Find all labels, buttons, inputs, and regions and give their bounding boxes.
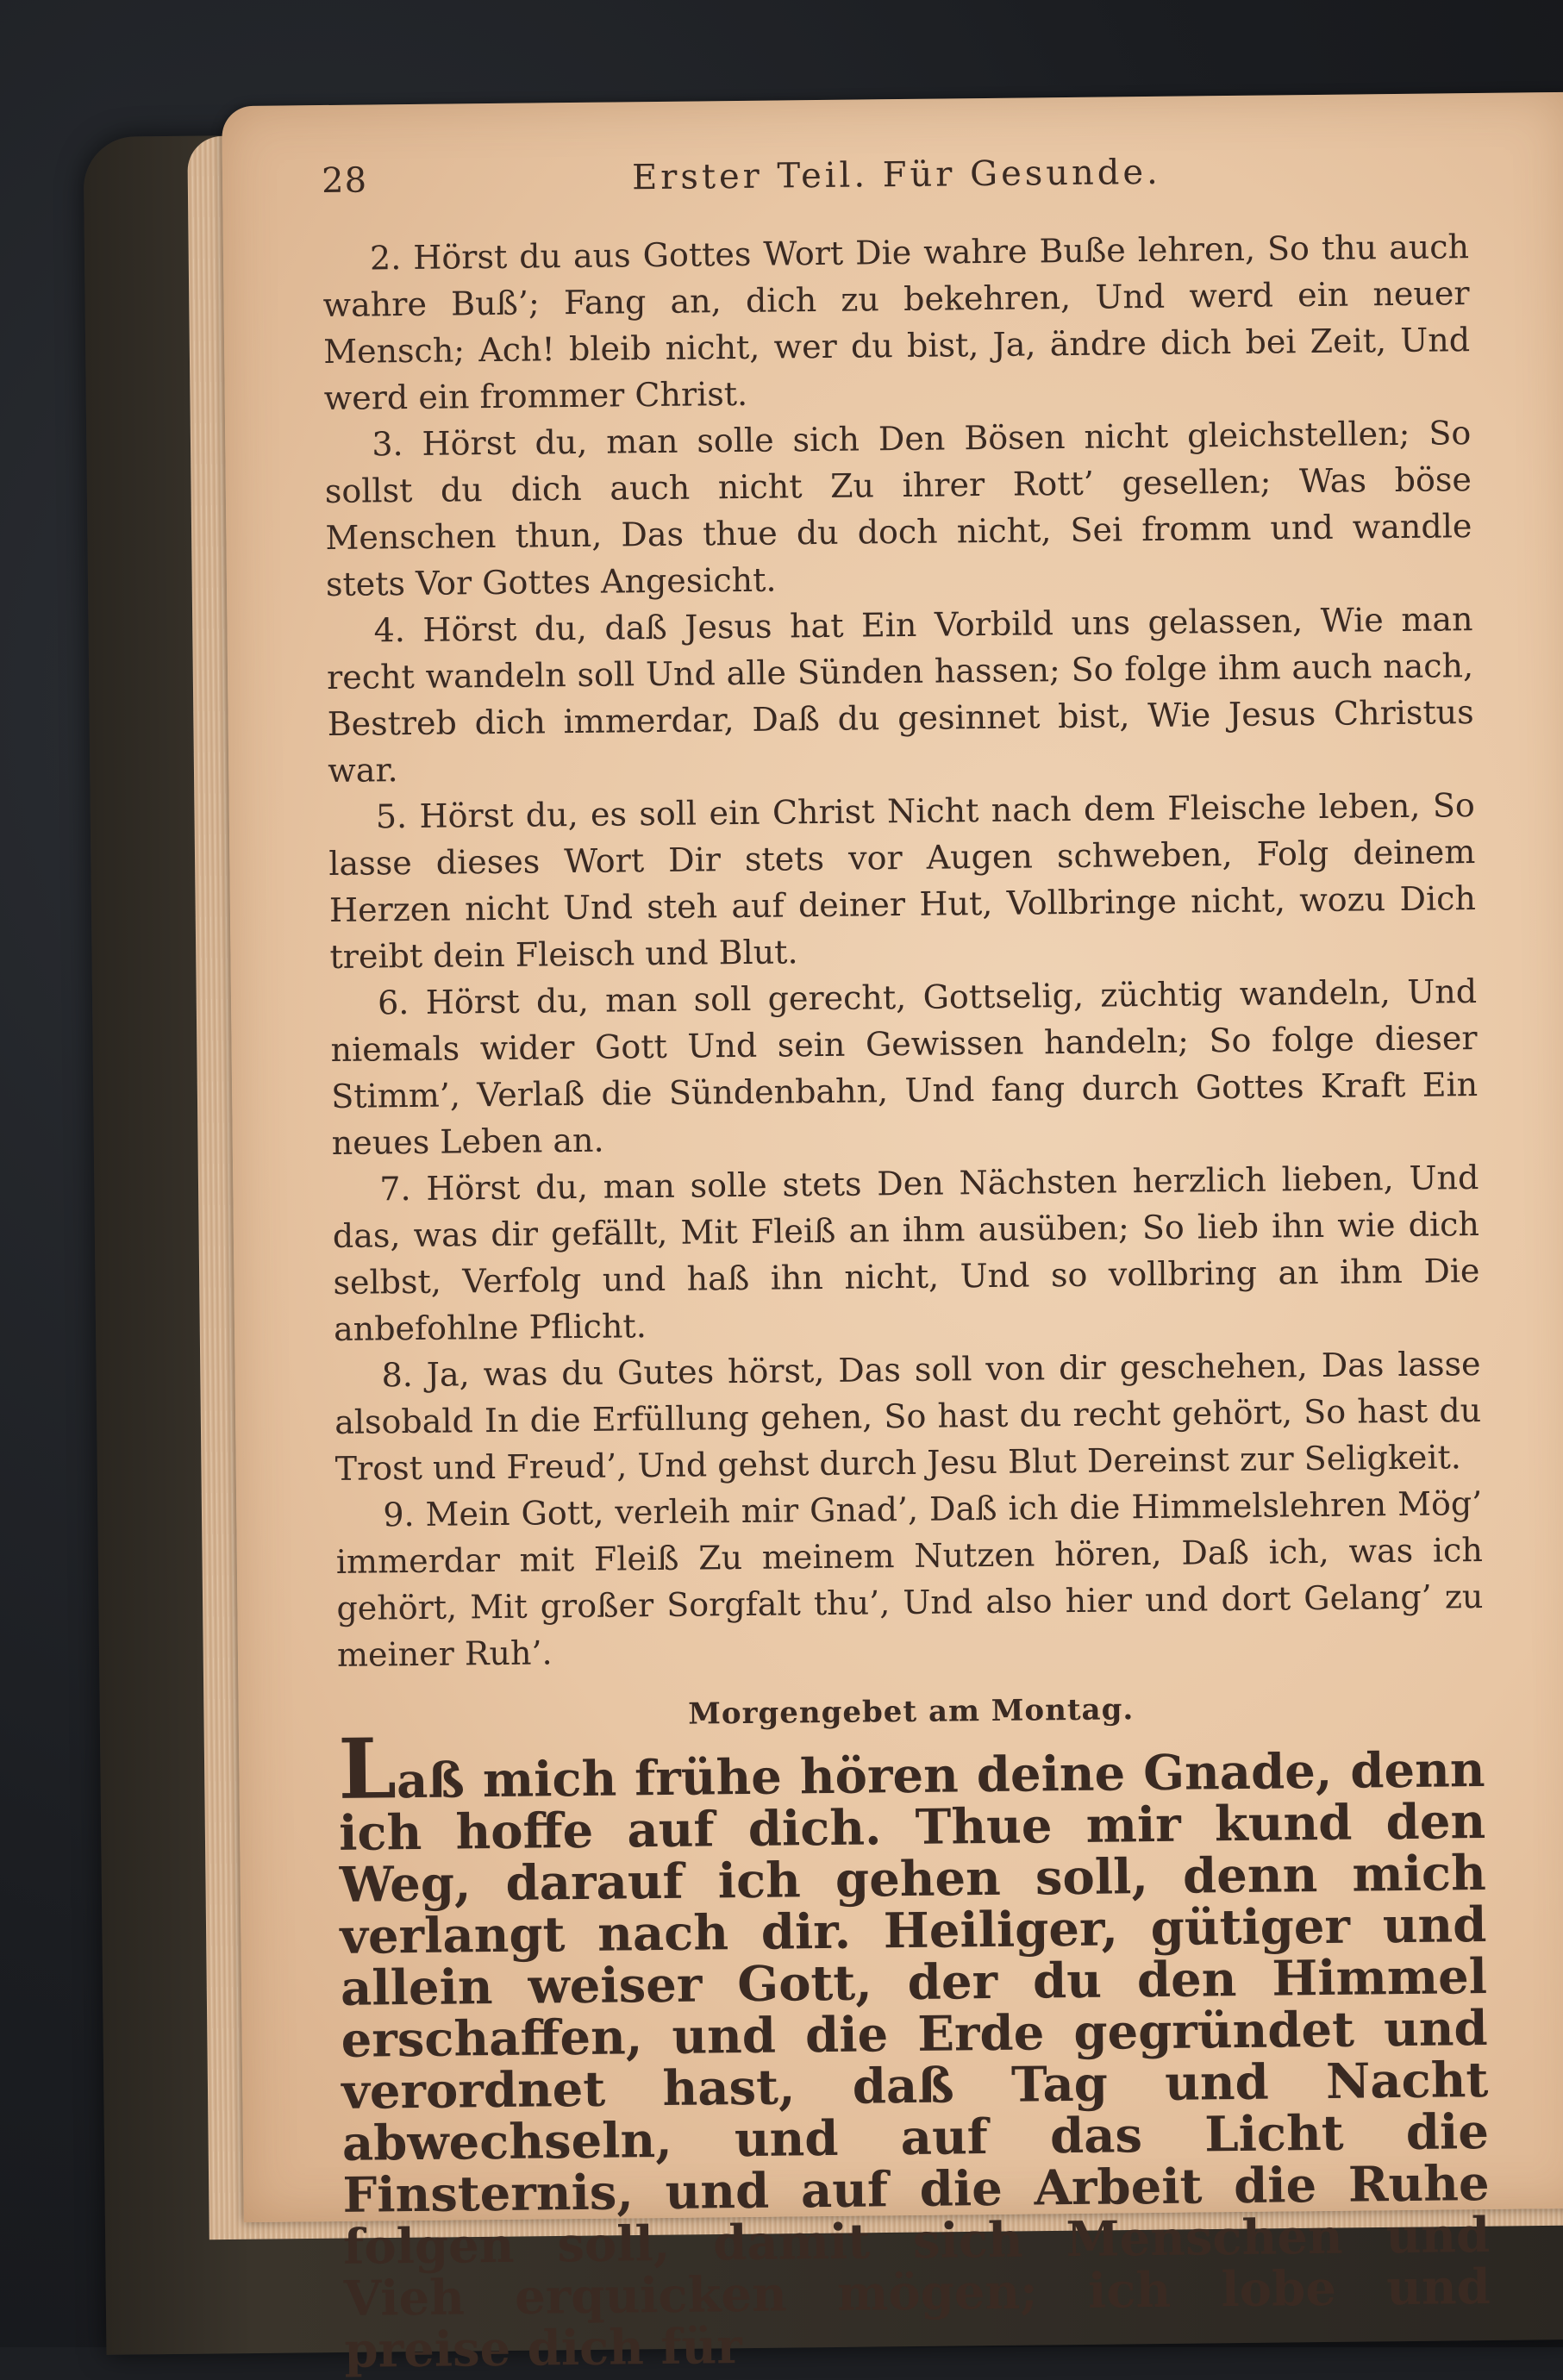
prayer-text (337, 1720, 1491, 2379)
hymn-verses (322, 223, 1484, 1678)
hymn-verse: 4. Hörst du, daß Jesus hat Ein Vorbild uns gelassen, Wie man recht wandeln soll Und alle Sünden hassen; So folge ihm auch nach, Bestreb dich immerdar, Daß du gesinnet bist, Wie Jesus Christus war. (326, 600, 1474, 790)
page-number: 28 (321, 160, 368, 202)
drop-cap: L (337, 1720, 397, 1818)
hymn-verse: 7. Hörst du, man solle stets Den Nächsten herzlich lieben, Und das, was dir gefällt, Mit Fleiß an ihm ausüben; So lieb ihn wie dich selbst, Verfolg und haß ihn nicht, Und so vollbring an ihm Die anbefohlne Pflicht. (332, 1159, 1480, 1348)
hymn-verse: 8. Ja, was du Gutes hörst, Das soll von dir geschehen, Das lasse alsobald In die Erfüllung gehen, So hast du recht gehört, So hast du Trost und Freud’, Und gehst durch Jesu Blut Dereinst zur Seligkeit. (334, 1345, 1482, 1488)
prayer-body: aß mich frühe hören deine Gnade, denn ich hoffe auf dich. Thue mir kund den Weg, darauf ich gehen soll, denn mich verlangt nach dir. Heiliger, gütiger und allein weiser Gott, der du den Himmel erschaffen, und die Erde gegründet und verordnet hast, daß Tag und Nacht abwechseln, und auf das Licht die Finsternis, und auf die Arbeit die Ruhe folgen soll, damit sich Menschen und Vieh erquicken mögen; ich lobe und preise dich für (338, 1740, 1491, 2379)
hymn-verse: 5. Hörst du, es soll ein Christ Nicht nach dem Fleische leben, So lasse dieses Wort Dir stets vor Augen schweben, Folg deinem Herzen nicht Und steh auf deiner Hut, Vollbringe nicht, wozu Dich treibt dein Fleisch und Blut. (328, 786, 1477, 976)
hymn-verse: 6. Hörst du, man soll gerecht, Gottselig, züchtig wandeln, Und niemals wider Gott Und sein Gewissen handeln; So folge dieser Stimm’, Verlaß die Sündenbahn, Und fang durch Gottes Kraft Ein neues Leben an. (330, 972, 1479, 1162)
prayer-heading: Morgengebet am Montag. (688, 1692, 1135, 1732)
header-title: Erster Teil. Für Gesunde. (631, 152, 1162, 198)
hymn-verse: 9. Mein Gott, verleih mir Gnad’, Daß ich die Himmelslehren Mög’ immerdar mit Fleiß Zu meinem Nutzen hören, Daß ich, was ich gehört, Mit großer Sorgfalt thu’, Und also hier und dort Gelang’ zu meiner Ruh’. (335, 1484, 1484, 1674)
hymn-verse: 2. Hörst du aus Gottes Wort Die wahre Buße lehren, So thu auch wahre Buß’; Fang an, dich zu bekehren, Und werd ein neuer Mensch; Ach! bleib nicht, wer du bist, Ja, ändre dich bei Zeit, Und werd ein frommer Christ. (322, 228, 1471, 418)
page-content (322, 149, 1491, 2377)
running-head (322, 149, 1469, 222)
book-page (222, 92, 1563, 2379)
hymn-verse: 3. Hörst du, man solle sich Den Bösen nicht gleichstellen; So sollst du dich auch nicht Zu ihrer Rott’ gesellen; Was böse Menschen thun, Das thue du doch nicht, Sei fromm und wandle stets Vor Gottes Angesicht. (324, 414, 1472, 603)
